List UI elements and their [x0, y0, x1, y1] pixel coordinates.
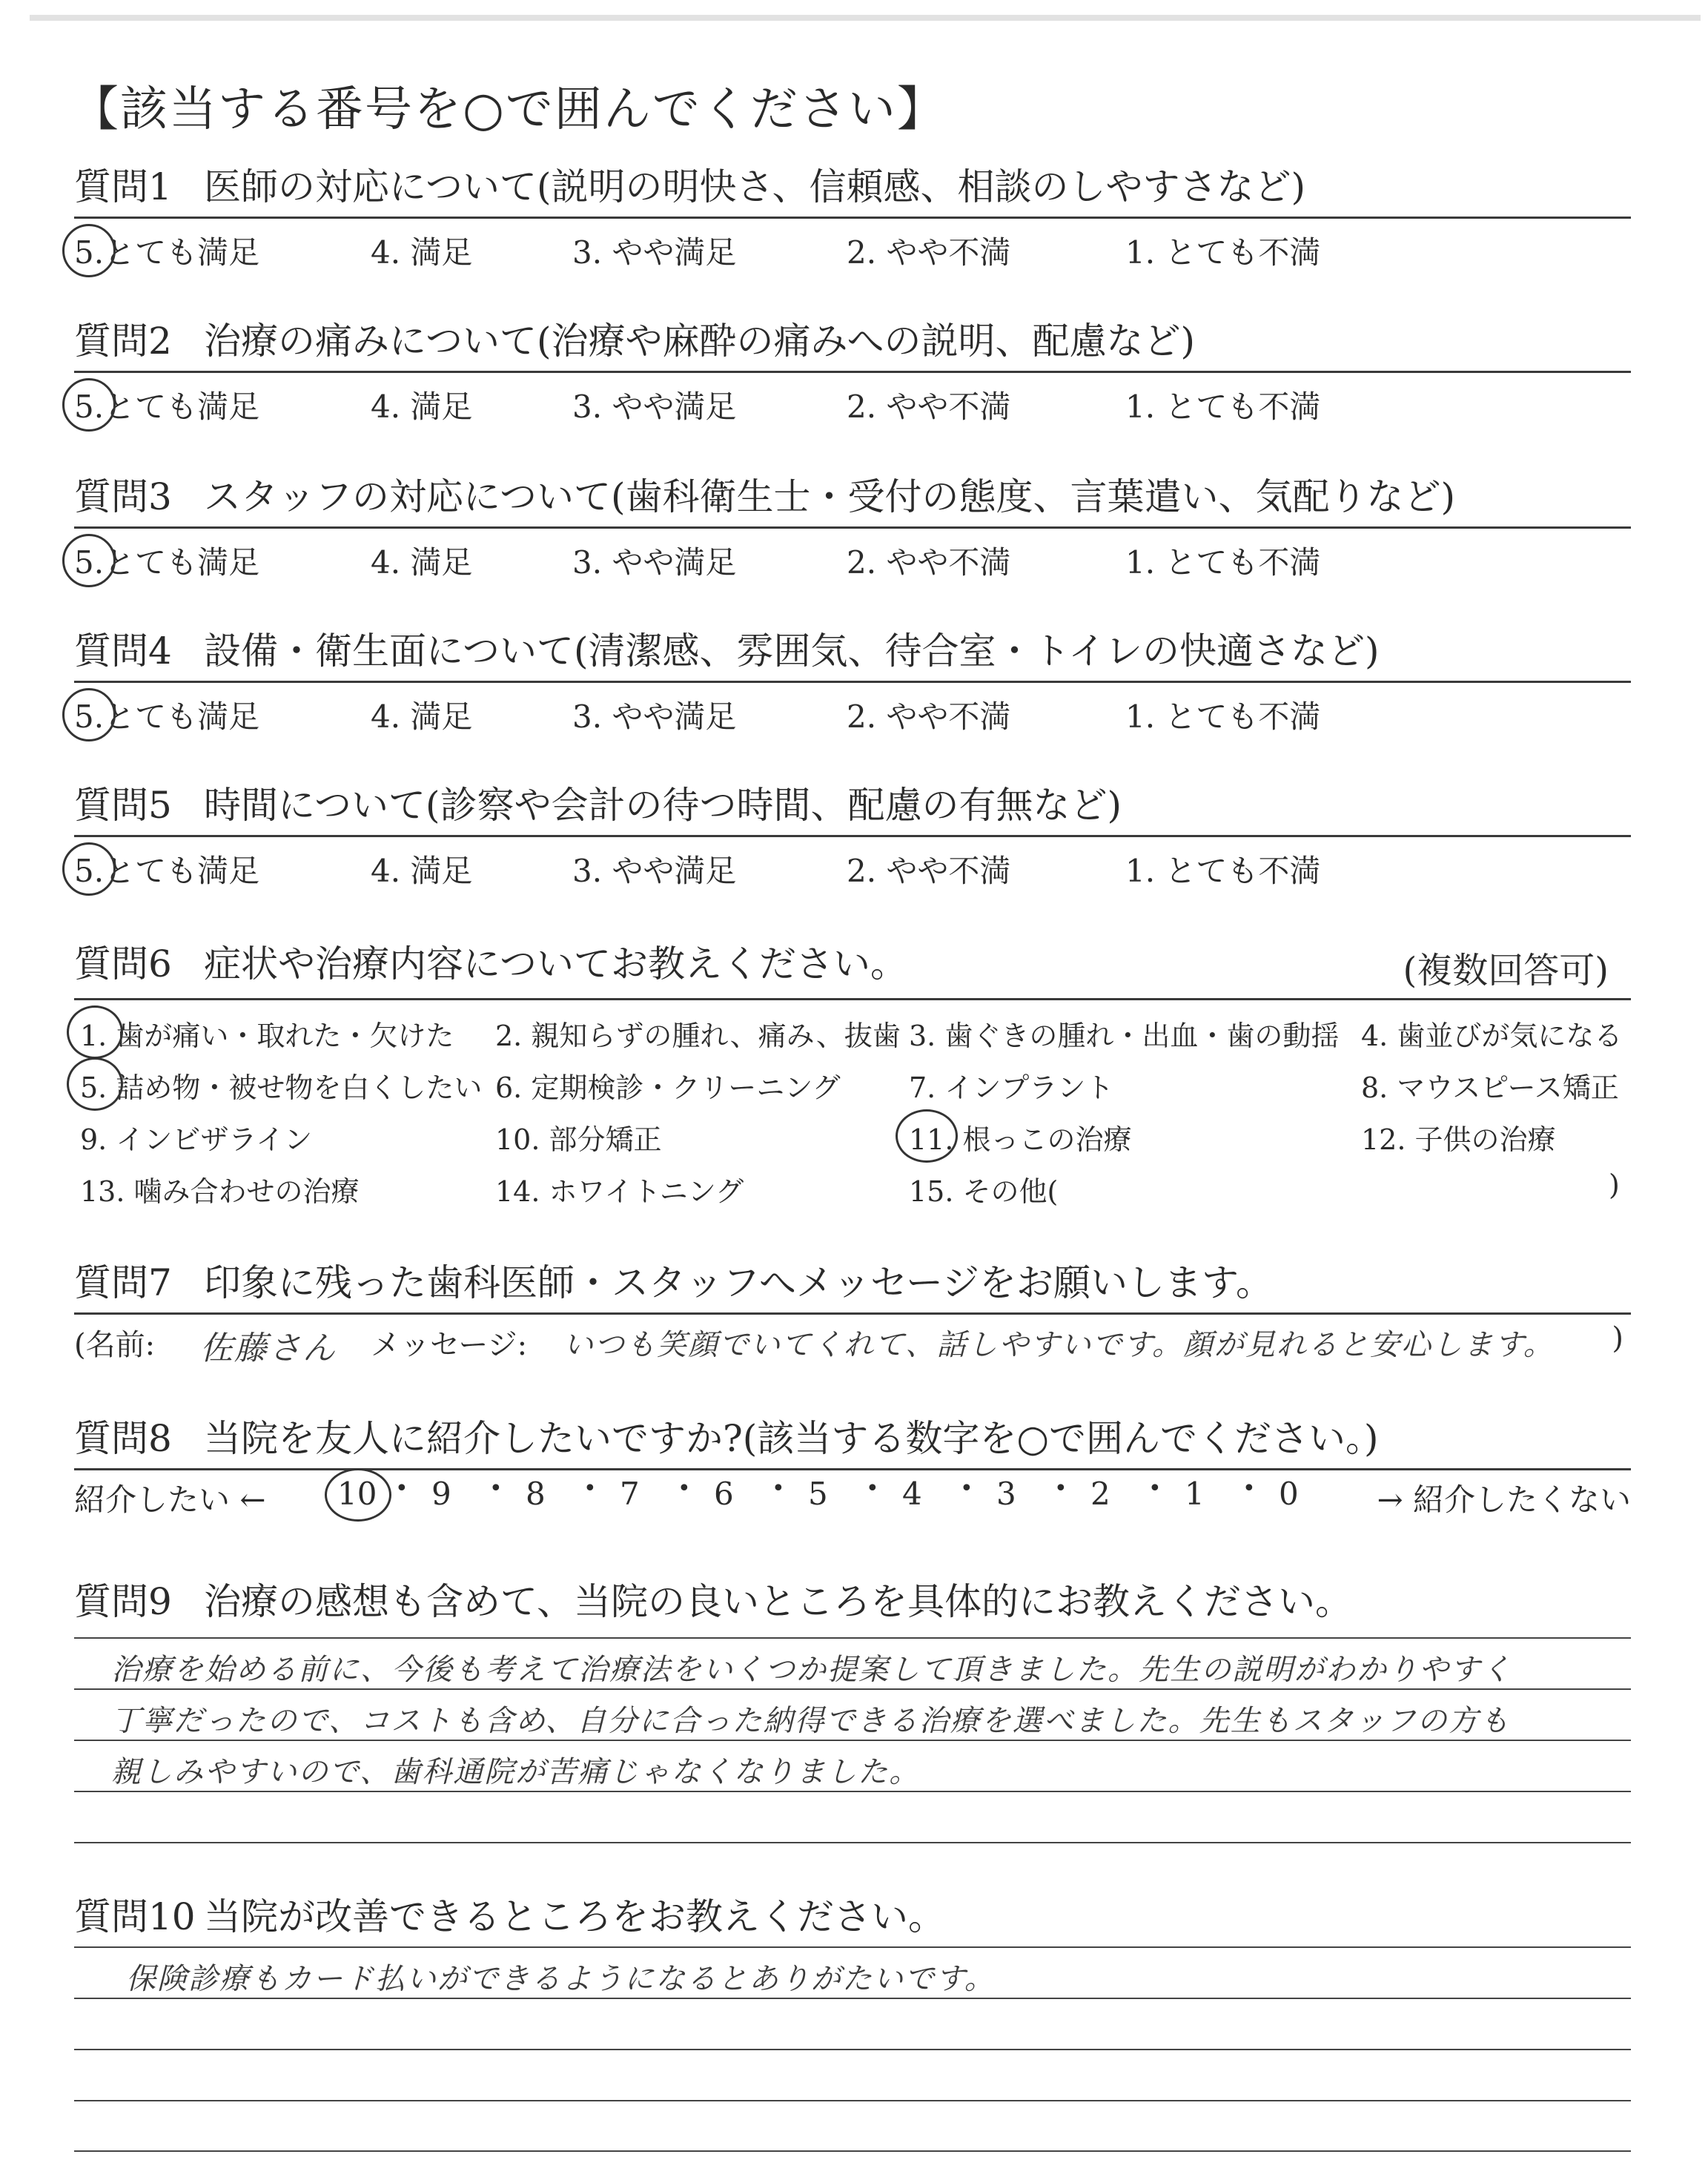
scale-separator: •	[678, 1476, 691, 1502]
symptom-option[interactable]: 9. インビザライン	[80, 1123, 313, 1156]
multi-answer-note: (複数回答可)	[1403, 950, 1609, 991]
rating-option[interactable]: 5.とても満足	[74, 698, 260, 735]
rating-option[interactable]: 1. とても不満	[1125, 698, 1321, 735]
question-3	[74, 475, 1631, 581]
question-rule	[74, 526, 1631, 529]
name-value: 佐藤さん	[200, 1330, 337, 1367]
rating-option[interactable]: 1. とても不満	[1125, 544, 1321, 581]
scale-separator: •	[866, 1476, 879, 1502]
rating-option[interactable]: 1. とても不満	[1125, 389, 1321, 425]
scale-separator: •	[1054, 1476, 1068, 1502]
rating-option[interactable]: 2. やや不満	[847, 853, 1011, 889]
question-rule	[74, 835, 1631, 837]
rating-option[interactable]: 4. 満足	[371, 544, 473, 581]
question-number: 質問6	[74, 942, 172, 985]
selected-circle-mark	[67, 1005, 123, 1059]
top-edge	[30, 15, 1701, 21]
selected-circle-mark	[325, 1468, 391, 1522]
question-text: 設備・衛生面について(清潔感、雰囲気、待合室・トイレの快適さなど)	[204, 630, 1380, 673]
recommend-value[interactable]: 8	[526, 1476, 546, 1512]
symptom-option[interactable]: 10. 部分矯正	[495, 1123, 662, 1156]
answer-line	[74, 2049, 1631, 2050]
question-8	[74, 1416, 1631, 1518]
selected-circle-mark	[896, 1109, 958, 1163]
question-rule	[74, 217, 1631, 219]
answer-line	[74, 1688, 1631, 1690]
page-title: 【該当する番号を○で囲んでください】	[71, 82, 946, 137]
symptom-option[interactable]: 6. 定期検診・クリーニング	[495, 1071, 841, 1104]
question-number: 質問9	[74, 1580, 172, 1623]
rating-option[interactable]: 4. 満足	[371, 698, 473, 735]
question-rule	[74, 681, 1631, 683]
answer-line	[74, 1791, 1631, 1792]
scale-separator: •	[489, 1476, 503, 1502]
answer-line	[74, 2100, 1631, 2101]
question-1	[74, 165, 1631, 271]
recommend-value[interactable]: 0	[1279, 1476, 1299, 1512]
question-text: 症状や治療内容についてお教えください。	[204, 942, 907, 985]
rating-option[interactable]: 5.とても満足	[74, 853, 260, 889]
question-5	[74, 783, 1631, 889]
recommend-value[interactable]: 1	[1185, 1476, 1205, 1512]
question-text: スタッフの対応について(歯科衛生士・受付の態度、言葉遣い、気配りなど)	[204, 475, 1456, 518]
question-4	[74, 629, 1631, 735]
symptom-option[interactable]: 8. マウスピース矯正	[1361, 1071, 1619, 1104]
recommend-value[interactable]: 7	[620, 1476, 640, 1512]
question-rule	[74, 371, 1631, 373]
q9-answer-line-3: 親しみやすいので、歯科通院が苦痛じゃなくなりました。	[111, 1755, 921, 1789]
symptom-option[interactable]: 14. ホワイトニング	[495, 1175, 744, 1208]
selected-circle-mark	[62, 534, 116, 587]
question-2	[74, 319, 1631, 425]
question-number: 質問4	[74, 630, 172, 673]
rating-option[interactable]: 2. やや不満	[847, 389, 1011, 425]
answer-line	[74, 1637, 1631, 1639]
question-text: 当院が改善できるところをお教えください。	[204, 1895, 945, 1938]
rating-option[interactable]: 3. やや満足	[572, 544, 737, 581]
question-number: 質問2	[74, 320, 172, 363]
question-text: 治療の感想も含めて、当院の良いところを具体的にお教えください。	[204, 1580, 1352, 1623]
rating-option[interactable]: 3. やや満足	[572, 234, 737, 271]
answer-line	[74, 2150, 1631, 2152]
question-9	[74, 1579, 1631, 1625]
question-10	[74, 1895, 1631, 1941]
rating-option[interactable]: 5.とても満足	[74, 234, 260, 271]
selected-circle-mark	[62, 224, 116, 277]
scale-separator: •	[1148, 1476, 1162, 1502]
symptom-option[interactable]: 13. 噛み合わせの治療	[80, 1175, 360, 1208]
symptom-option[interactable]: 15. その他(	[909, 1175, 1059, 1208]
scale-separator: •	[583, 1476, 597, 1502]
rating-option[interactable]: 4. 満足	[371, 234, 473, 271]
rating-options	[74, 383, 1631, 427]
scale-separator: •	[960, 1476, 973, 1502]
recommend-left-label: 紹介したい ←	[74, 1482, 266, 1518]
rating-option[interactable]: 1. とても不満	[1125, 234, 1321, 271]
symptom-option[interactable]: 11. 根っこの治療	[909, 1123, 1132, 1156]
scale-separator: •	[1242, 1476, 1256, 1502]
rating-option[interactable]: 2. やや不満	[847, 544, 1011, 581]
question-number: 質問1	[74, 165, 172, 208]
question-number: 質問3	[74, 475, 172, 518]
question-text: 医師の対応について(説明の明快さ、信頼感、相談のしやすさなど)	[204, 165, 1306, 208]
symptom-option[interactable]: 1. 歯が痛い・取れた・欠けた	[80, 1020, 454, 1052]
rating-option[interactable]: 5.とても満足	[74, 389, 260, 425]
question-number: 質問8	[74, 1417, 172, 1460]
question-number: 質問10	[74, 1895, 196, 1938]
recommend-value[interactable]: 4	[902, 1476, 922, 1512]
message-close: )	[1612, 1321, 1623, 1355]
selected-circle-mark	[62, 688, 116, 742]
recommend-value[interactable]: 5	[808, 1476, 828, 1512]
symptom-option[interactable]: 7. インプラント	[909, 1071, 1114, 1104]
message-label: メッセージ:	[371, 1328, 528, 1362]
question-number: 質問5	[74, 784, 172, 827]
rating-options	[74, 538, 1631, 583]
name-label: (名前:	[74, 1328, 156, 1362]
q9-answer-line-2: 丁寧だったので、コストも含め、自分に合った納得できる治療を選べました。先生もスタッフの方も	[111, 1704, 1511, 1738]
question-number: 質問7	[74, 1261, 172, 1304]
question-7	[74, 1261, 1631, 1367]
rating-options	[74, 847, 1631, 891]
answer-line	[74, 1740, 1631, 1741]
selected-circle-mark	[67, 1057, 123, 1111]
recommend-right-label: → 紹介したくない	[1377, 1482, 1631, 1518]
rating-option[interactable]: 2. やや不満	[847, 698, 1011, 735]
rating-options	[74, 228, 1631, 273]
rating-options	[74, 693, 1631, 737]
question-text: 当院を友人に紹介したいですか?(該当する数字を○で囲んでください。)	[204, 1417, 1379, 1460]
selected-circle-mark	[62, 842, 116, 896]
other-close-paren: )	[1609, 1169, 1620, 1201]
answer-line	[74, 1946, 1631, 1948]
symptom-option[interactable]: 12. 子供の治療	[1361, 1123, 1556, 1156]
rating-option[interactable]: 3. やや満足	[572, 389, 737, 425]
question-rule	[74, 1468, 1631, 1470]
rating-option[interactable]: 4. 満足	[371, 853, 473, 889]
symptom-option[interactable]: 5. 詰め物・被せ物を白くしたい	[80, 1071, 483, 1104]
answer-line	[74, 1842, 1631, 1843]
recommend-value[interactable]: 3	[996, 1476, 1016, 1512]
question-text: 治療の痛みについて(治療や麻酔の痛みへの説明、配慮など)	[204, 320, 1196, 363]
recommend-value[interactable]: 10	[337, 1476, 377, 1512]
rating-option[interactable]: 4. 満足	[371, 389, 473, 425]
rating-option[interactable]: 5.とても満足	[74, 544, 260, 581]
question-text: 印象に残った歯科医師・スタッフへメッセージをお願いします。	[204, 1261, 1273, 1304]
scale-separator: •	[772, 1476, 785, 1502]
q10-answer-line-1: 保険診療もカード払いができるようになるとありがたいです。	[126, 1962, 996, 1996]
selected-circle-mark	[62, 378, 116, 432]
message-value: いつも笑顔でいてくれて、話しやすいです。顔が見れると安心します。	[563, 1328, 1555, 1362]
question-rule	[74, 998, 1631, 1000]
question-rule	[74, 1312, 1631, 1315]
symptom-option[interactable]: 4. 歯並びが気になる	[1361, 1020, 1623, 1052]
recommend-value[interactable]: 2	[1090, 1476, 1110, 1512]
recommend-value[interactable]: 9	[431, 1476, 451, 1512]
symptom-option[interactable]: 2. 親知らずの腫れ、痛み、抜歯	[495, 1020, 901, 1052]
rating-option[interactable]: 3. やや満足	[572, 853, 737, 889]
rating-option[interactable]: 3. やや満足	[572, 698, 737, 735]
recommend-value[interactable]: 6	[714, 1476, 734, 1512]
question-6	[74, 942, 1631, 991]
answer-line	[74, 1998, 1631, 1999]
rating-option[interactable]: 1. とても不満	[1125, 853, 1321, 889]
scale-separator: •	[395, 1476, 408, 1502]
rating-option[interactable]: 2. やや不満	[847, 234, 1011, 271]
question-text: 時間について(診察や会計の待つ時間、配慮の有無など)	[204, 784, 1122, 827]
symptom-option[interactable]: 3. 歯ぐきの腫れ・出血・歯の動揺	[909, 1020, 1340, 1052]
q9-answer-line-1: 治療を始める前に、今後も考えて治療法をいくつか提案して頂きました。先生の説明がわかりやすく	[111, 1653, 1512, 1687]
